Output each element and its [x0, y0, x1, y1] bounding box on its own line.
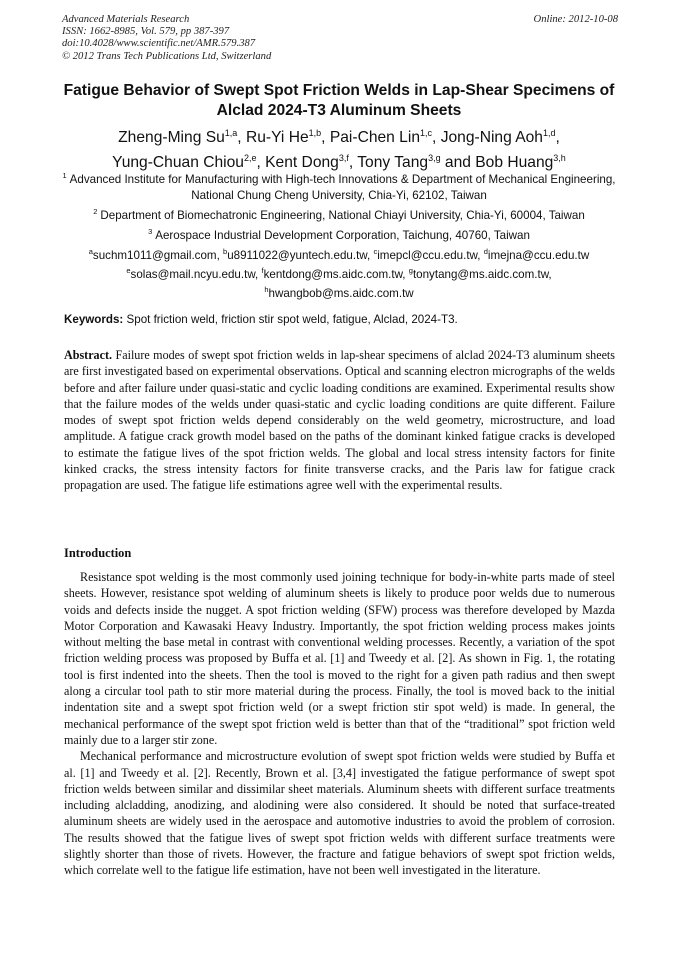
author: Pai-Chen Lin$^{1,c}$,: [329, 128, 441, 147]
author: Jong-Ning Aoh$^{1,d}$,: [440, 128, 560, 147]
email[interactable]: $^c$imepcl@ccu.edu.tw,: [373, 247, 484, 262]
author: Ru-Yi He$^{1,b}$,: [245, 128, 330, 147]
keywords-label: Keywords:: [64, 313, 124, 326]
introduction-body: [64, 569, 615, 879]
author: Yung-Chuan Chiou$^{2,e}$,: [112, 153, 266, 172]
email[interactable]: $^f$kentdong@ms.aidc.com.tw,: [261, 265, 409, 281]
author: Kent Dong$^{3,f}$,: [265, 153, 358, 172]
email-list: [50, 244, 628, 301]
journal-name: Advanced Materials Research: [62, 14, 190, 25]
email[interactable]: $^a$suchm1011@gmail.com,: [88, 247, 224, 262]
author: Tony Tang$^{3,g}$ and: [357, 153, 476, 172]
online-date: Online: 2012-10-08: [533, 14, 618, 25]
email[interactable]: $^d$imejna@ccu.edu.tw: [483, 247, 590, 262]
issn: ISSN: 1662-8985, Vol. 579, pp 387-397: [62, 26, 230, 38]
affiliation-1: $^1$ Advanced Institute for Manufacturing with High-tech Innovations & Department of Mechanical Engineering, National Chung Cheng University, Chia-Yi, 62102, Taiwan: [62, 171, 616, 202]
copyright: © 2012 Trans Tech Publications Ltd, Switzerland: [62, 50, 272, 62]
section-heading: Introduction: [64, 546, 132, 560]
email[interactable]: $^h$hwangbob@ms.aidc.com.tw: [264, 284, 414, 300]
doi: doi:10.4028/www.scientific.net/AMR.579.387: [62, 38, 256, 50]
keywords: [64, 313, 620, 326]
abstract-text: Failure modes of swept spot friction welds in lap-shear specimens of alclad 2024-T3 aluminum sheets are first investigated based on experimental observations. Optical and scanning electron micrographs of the welds before and after failure under quasi-static and cyclic loading conditions are examined. Experimental results show that the failure modes of the welds under quasi-static and cyclic loading conditions are quite different. Failure modes of swept spot friction welds depend considerably on the weld geometry, microstructure, and load amplitude. A fatigue crack growth model based on the paths of the dominant kinked fatigue cracks is developed to estimate the fatigue lives of the spot friction welds. The global and local stress intensity factors for finite kinked cracks, the stress intensity factors for finite transverse cracks, and the Paris law for fatigue crack propagation are used. The fatigue life estimations agree well with the experimental results.: [64, 348, 616, 493]
journal-header: [62, 14, 618, 63]
email[interactable]: $^b$u8911022@yuntech.edu.tw,: [223, 247, 374, 262]
affiliation-3: $^3$ Aerospace Industrial Development Corporation, Taichung, 40760, Taiwan: [148, 227, 530, 242]
author: Zheng-Ming Su$^{1,a}$,: [118, 128, 246, 147]
paper-title: Fatigue Behavior of Swept Spot Friction Welds in Lap-Shear Specimens of Alclad 2024-T3 Aluminum Sheets: [63, 82, 615, 119]
abstract-label: Abstract.: [64, 348, 113, 362]
abstract: [64, 347, 615, 494]
paragraph: Resistance spot welding is the most commonly used joining technique for body-in-white parts made of steel sheets. However, resistance spot welding of aluminum sheets is likely to produce poor welds due to numerous voids and defects inside the nugget. A spot friction welding (SFW) process was therefore developed by Mazda Motor Corporation and Kawasaki Heavy Industry. Importantly, the spot friction welding process makes joints without melting the base metal in contrast with conventional welding processes. Recently, a variation of the spot friction welding process was proposed by Buffa et al. [1] and Tweedy et al. [2]. As shown in Fig. 1, the rotating tool is first indented into the sheets. Then the tool is moved to the right for a given path radius and then swept along a circular tool path to stir more material during the process. Finally, the tool is moved back to the initial indentation site and a swept spot friction weld (or a swept friction stir spot weld) is made. In general, the mechanical performance of the swept spot friction weld is better than that of the “traditional” spot friction weld mainly due to a larger stir zone.: [64, 570, 615, 747]
keywords-text: Spot friction weld, friction stir spot weld, fatigue, Alclad, 2024-T3.: [126, 313, 458, 326]
email[interactable]: $^e$solas@mail.ncyu.edu.tw,: [126, 265, 262, 281]
author-list: [40, 123, 638, 173]
affiliation-2: $^2$ Department of Biomechatronic Engineering, National Chiayi University, Chia-Yi, 60004, Taiwan: [93, 207, 585, 222]
author: Bob Huang$^{3,h}$: [475, 153, 566, 172]
paragraph: Mechanical performance and microstructure evolution of swept spot friction welds were studied by Buffa et al. [1] and Tweedy et al. [2]. Recently, Brown et al. [3,4] investigated the fatigue performance of swept spot friction welds between similar and dissimilar sheet materials. Aluminum sheets with different surface treatments including alcladding, anodizing, and alodining were also considered. It should be noted that surface-treated aluminum sheets are widely used in the aerospace and automotive industries to avoid the problem of corrosion. The results showed that the fatigue lives of swept spot friction welds with different surface treatments were slightly shorter than those of rivets. However, the fracture and fatigue behaviors of swept spot friction welds, which correlate well to the fatigue life estimation, have not been well investigated in the literature.: [64, 749, 615, 878]
email[interactable]: $^g$tonytang@ms.aidc.com.tw,: [408, 265, 552, 281]
